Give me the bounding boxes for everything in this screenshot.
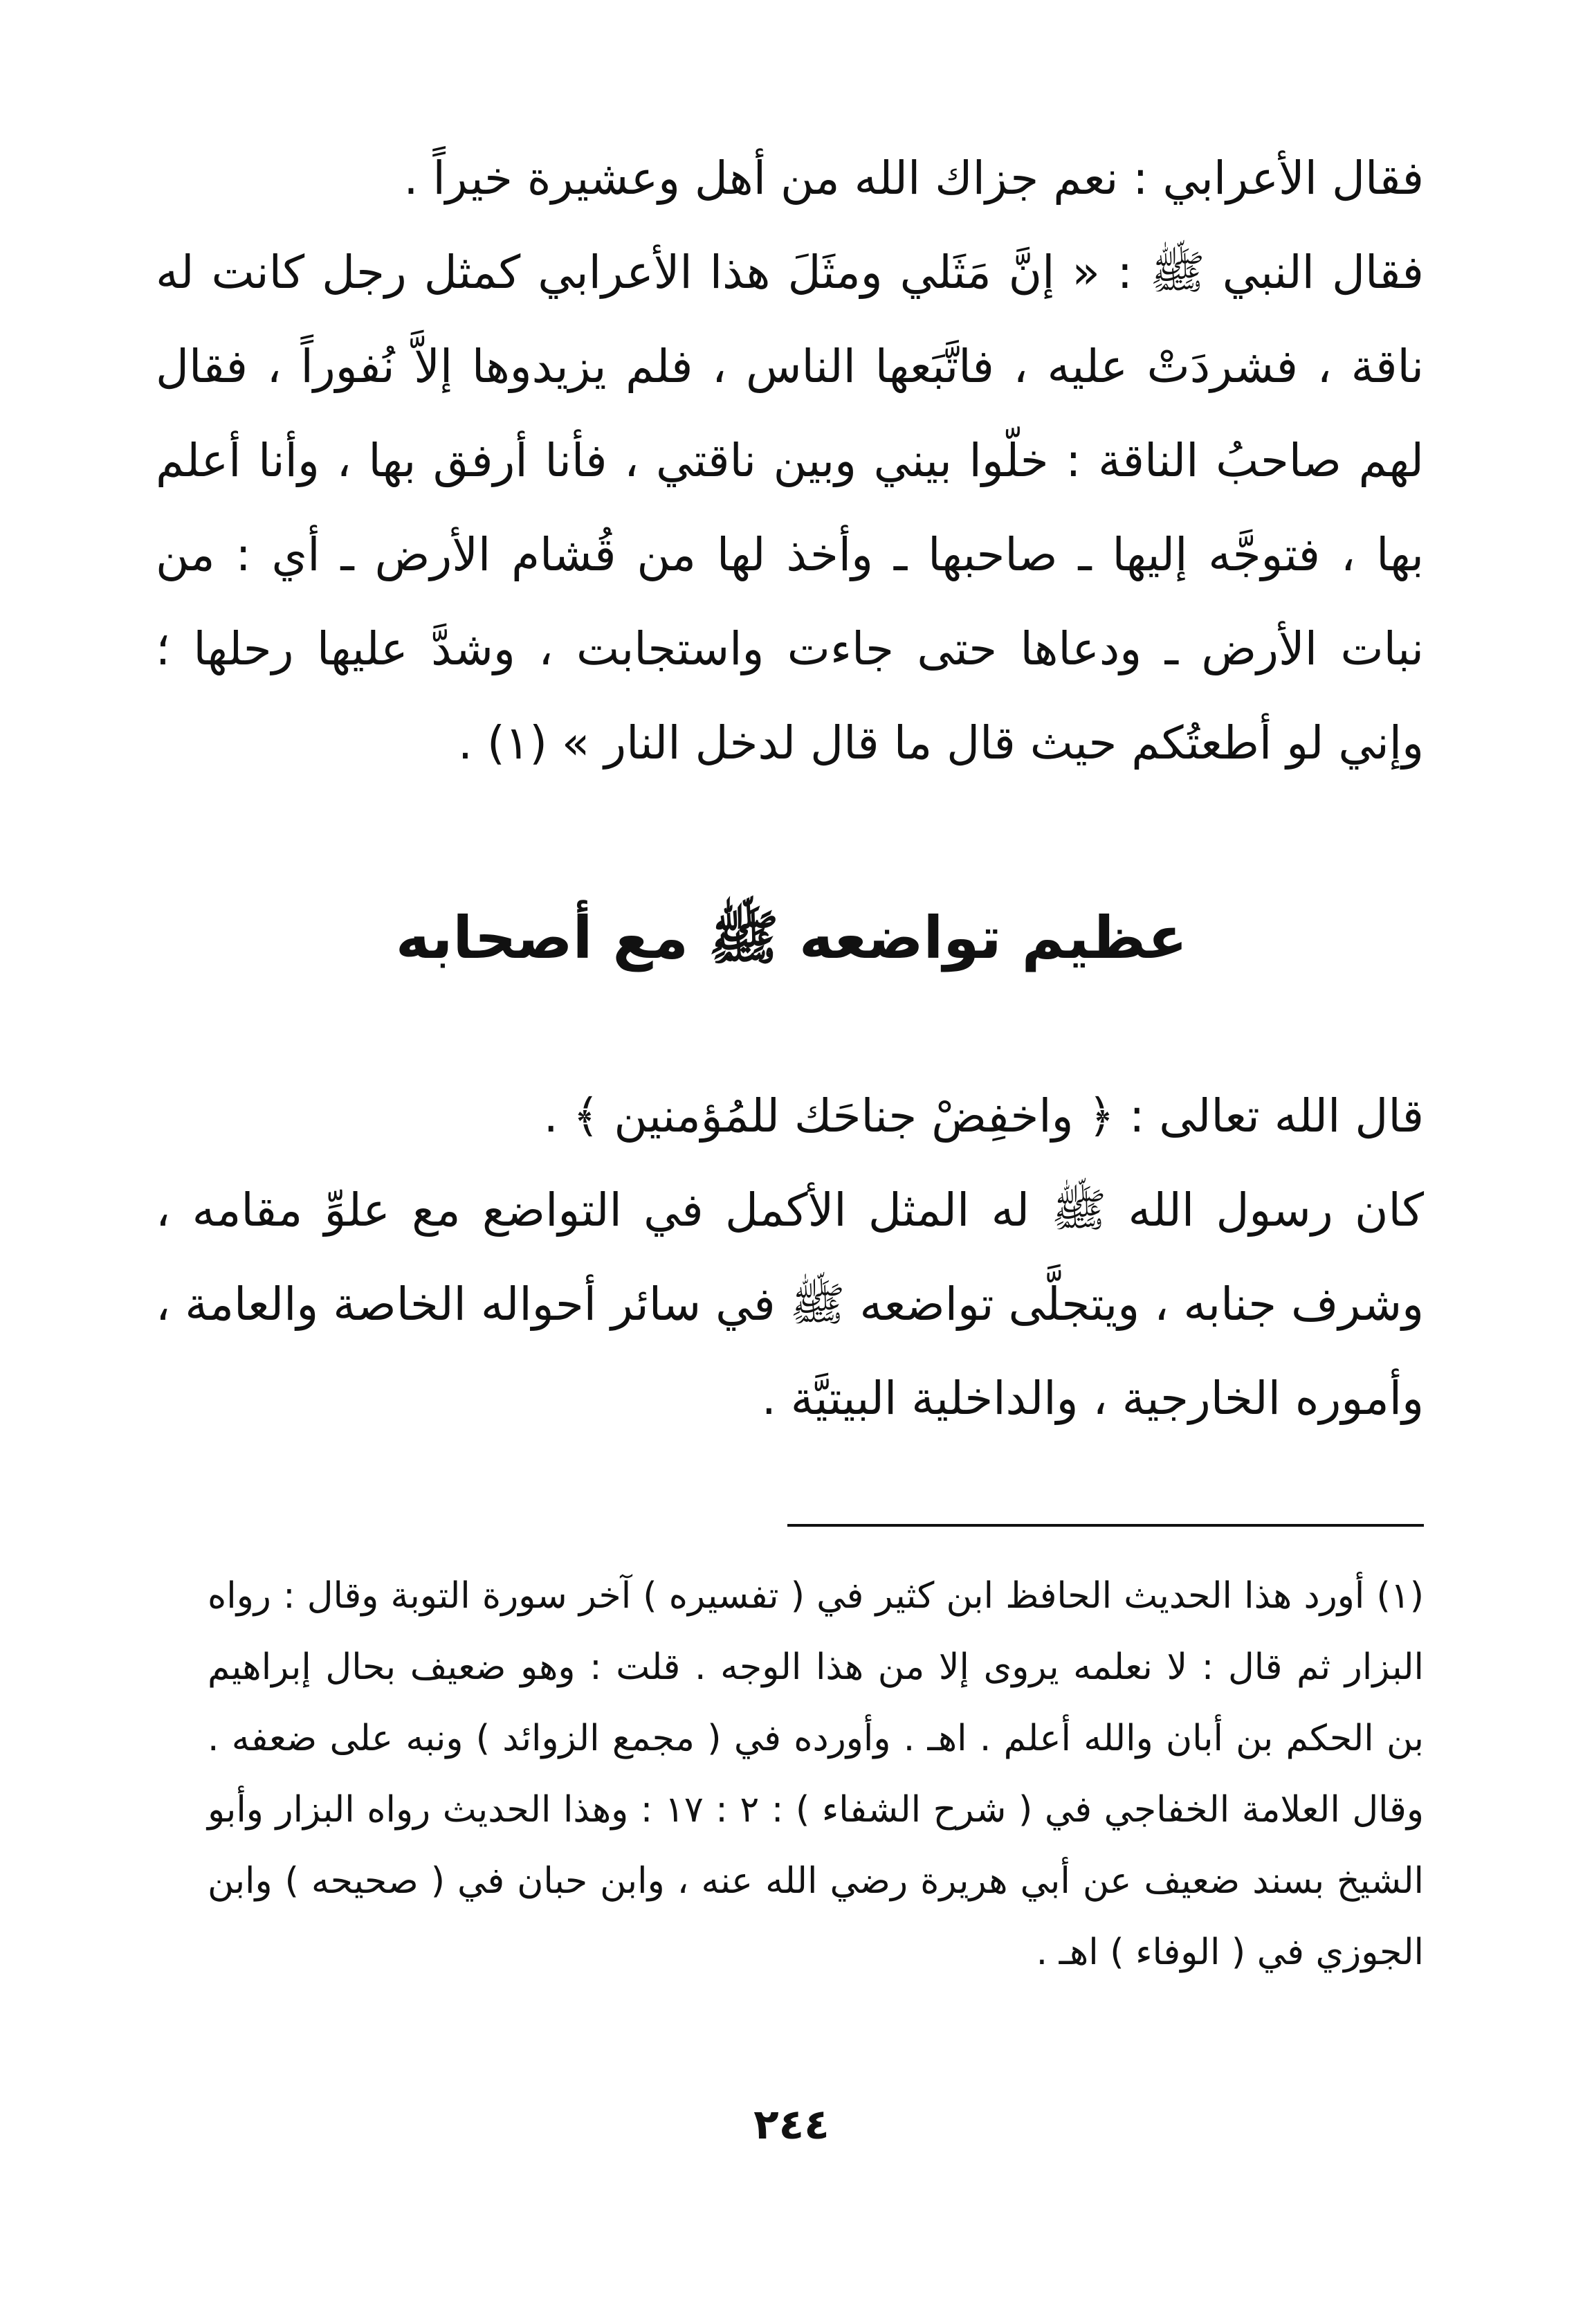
main-text-section-2 — [156, 1069, 1424, 1446]
paragraph-bedouin-reply: فقال الأعرابي : نعم جزاك الله من أهل وعشيرة خيراً . — [403, 152, 1424, 205]
footnote-divider — [787, 1524, 1424, 1527]
footnote-text: (١) أورد هذا الحديث الحافظ ابن كثير في ( تفسيره ) آخر سورة التوبة وقال : رواه البزار ثم قال : لا نعلمه يروى إلا من هذا الوجه . قلت : وهو ضعيف بحال إبراهيم بن الحكم بن أبان والله أعلم . اهـ . وأورده في ( مجمع الزوائد ) ونبه على ضعفه . وقال العلامة الخفاجي في ( شرح الشفاء ) : ٢ : ١٧ : وهذا الحديث رواه البزار وأبو الشيخ بسند ضعيف عن أبي هريرة رضي الله عنه ، وابن حبان في ( صحيحه ) وابن الجوزي في ( الوفاء ) اهـ . — [208, 1575, 1424, 1973]
page-number: ٢٤٤ — [753, 2100, 830, 2149]
main-text-section-1 — [156, 131, 1424, 790]
paragraph-humility: كان رسول الله ﷺ له المثل الأكمل في التواضع مع علوِّ مقامه ، وشرف جنابه ، ويتجلَّى تواضعه ﷺ في سائر أحواله الخاصة والعامة ، وأموره الخارجية ، والداخلية البيتيَّة . — [156, 1183, 1424, 1425]
footnote — [208, 1561, 1424, 1988]
section-heading: عظيم تواضعه ﷺ مع أصحابه — [395, 904, 1188, 972]
paragraph-quran-verse: قال الله تعالى : ﴿ واخفِضْ جناحَك للمُؤمنين ﴾ . — [543, 1089, 1424, 1143]
paragraph-prophet-parable: فقال النبي ﷺ : « إنَّ مَثَلي ومثَلَ هذا الأعرابي كمثل رجل كانت له ناقة ، فشردَتْ عليه ، فاتَّبَعها الناس ، فلم يزيدوها إلاَّ نُفوراً ، فقال لهم صاحبُ الناقة : خلّوا بيني وبين ناقتي ، فأنا أرفق بها ، وأنا أعلم بها ، فتوجَّه إليها ـ صاحبها ـ وأخذ لها من قُشام الأرض ـ أي : من نبات الأرض ـ ودعاها حتى جاءت واستجابت ، وشدَّ عليها رحلها ؛ وإني لو أطعتُكم حيث قال ما قال لدخل النار » (١) . — [156, 246, 1424, 770]
